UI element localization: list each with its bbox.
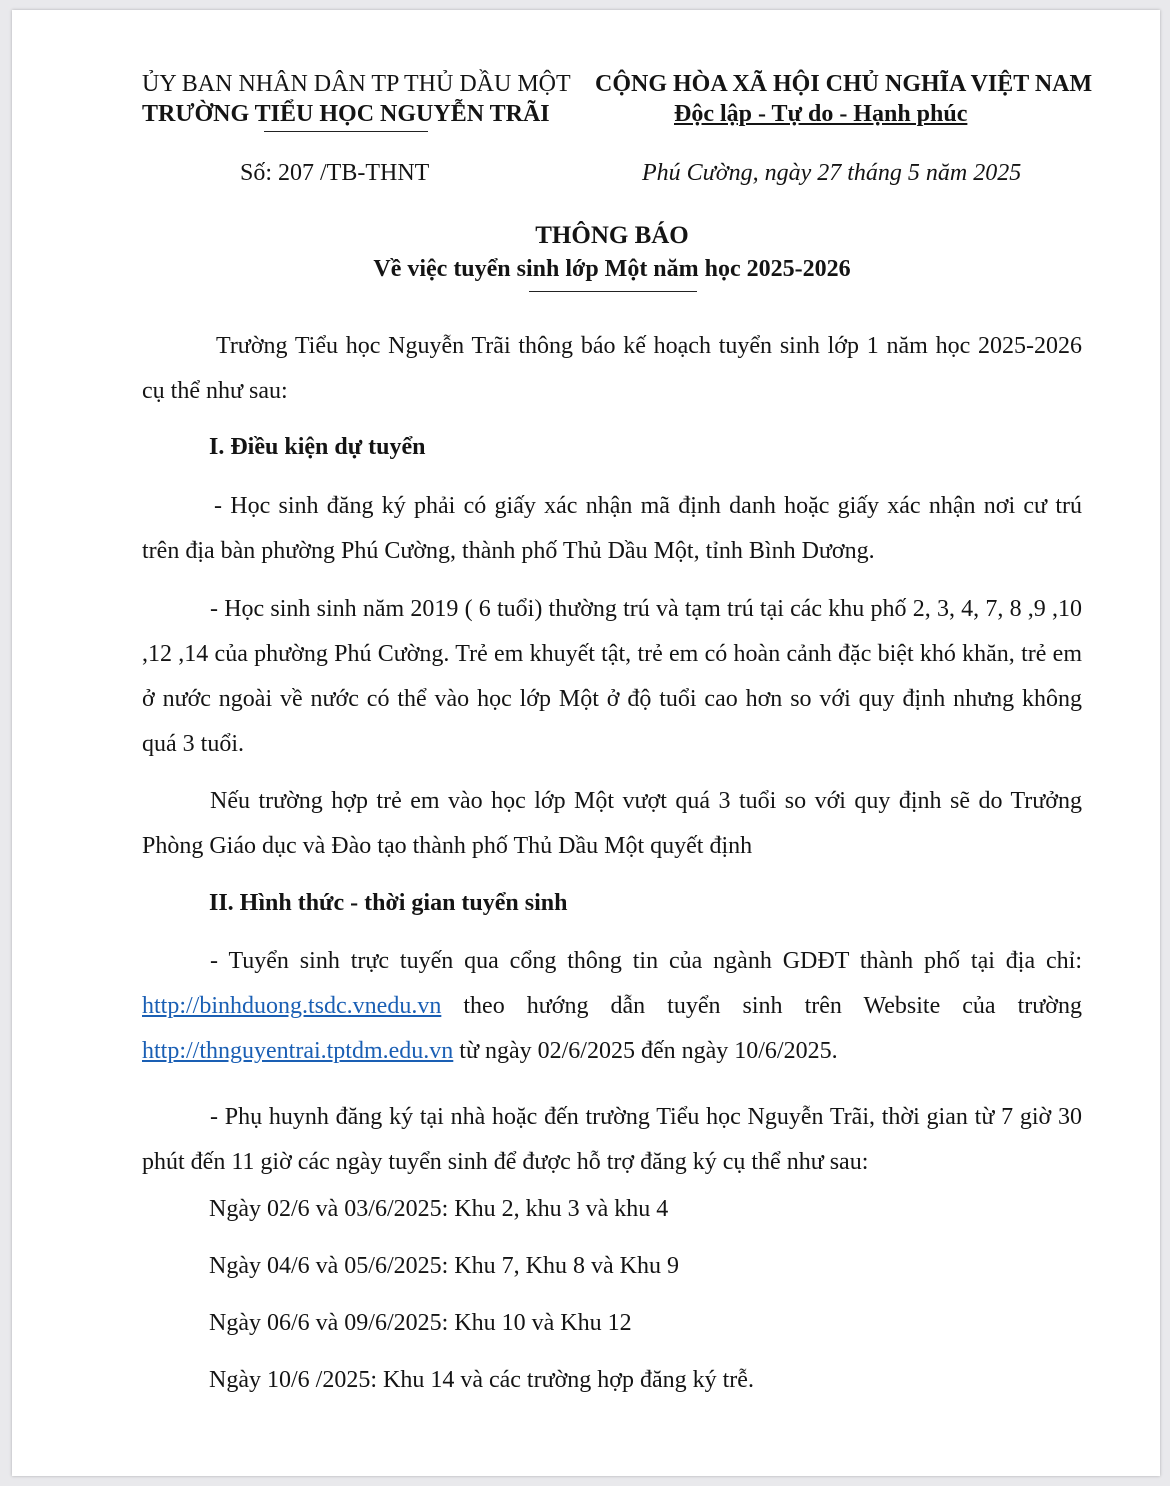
section-2-paragraph-2: - Phụ huynh đăng ký tại nhà hoặc đến trường Tiểu học Nguyễn Trãi, thời gian từ 7 giờ 30 phút đến 11 giờ các ngày tuyển sinh để được hỗ trợ đăng ký cụ thể như sau:: [142, 1104, 1082, 1175]
country-name: CỘNG HÒA XÃ HỘI CHỦ NGHĨA VIỆT NAM: [595, 71, 1093, 97]
section-2-heading: II. Hình thức - thời gian tuyển sinh: [209, 890, 568, 916]
subject-underline: [529, 291, 697, 292]
section-1-heading: I. Điều kiện dự tuyển: [209, 434, 426, 460]
admission-portal-link[interactable]: http://binhduong.tsdc.vnedu.vn: [142, 993, 442, 1019]
schedule-item: Ngày 04/6 và 05/6/2025: Khu 7, Khu 8 và Khu 9: [209, 1253, 679, 1279]
document-number: Số: 207 /TB-THNT: [240, 160, 430, 186]
national-motto: Độc lập - Tự do - Hạnh phúc: [674, 101, 968, 127]
school-name-underline: [264, 131, 428, 132]
document-page: [12, 10, 1160, 1476]
schedule-item: Ngày 02/6 và 03/6/2025: Khu 2, khu 3 và khu 4: [209, 1196, 669, 1222]
schedule-item: Ngày 06/6 và 09/6/2025: Khu 10 và Khu 12: [209, 1310, 632, 1336]
authority-name: ỦY BAN NHÂN DÂN TP THỦ DẦU MỘT: [142, 71, 571, 97]
website-guide-text: theo hướng dẫn tuyển sinh trên Website của trường: [441, 993, 1082, 1019]
section-2-paragraph-1: [142, 939, 1082, 1074]
schedule-item: Ngày 10/6 /2025: Khu 14 và các trường hợp đăng ký trễ.: [209, 1367, 754, 1393]
notice-subject: Về việc tuyển sinh lớp Một năm học 2025-2026: [373, 256, 851, 282]
online-admission-text: - Tuyển sinh trực tuyến qua cổng thông tin của ngành GDĐT thành phố tại địa chỉ:: [210, 948, 1082, 974]
section-1-paragraph-1: - Học sinh đăng ký phải có giấy xác nhận mã định danh hoặc giấy xác nhận nơi cư trú trên địa bàn phường Phú Cường, thành phố Thủ Dầu Một, tỉnh Bình Dương.: [142, 493, 1082, 564]
admission-period-text: từ ngày 02/6/2025 đến ngày 10/6/2025.: [453, 1038, 838, 1064]
notice-title: THÔNG BÁO: [535, 222, 689, 249]
intro-paragraph: Trường Tiểu học Nguyễn Trãi thông báo kế hoạch tuyển sinh lớp 1 năm học 2025-2026 cụ thể như sau:: [142, 333, 1082, 404]
school-website-link[interactable]: http://thnguyentrai.tptdm.edu.vn: [142, 1038, 454, 1064]
school-name: TRƯỜNG TIỂU HỌC NGUYỄN TRÃI: [142, 101, 550, 127]
section-1-paragraph-2: - Học sinh sinh năm 2019 ( 6 tuổi) thường trú và tạm trú tại các khu phố 2, 3, 4, 7, 8 ,9 ,10 ,12 ,14 của phường Phú Cường. Trẻ em khuyết tật, trẻ em có hoàn cảnh đặc biệt khó khăn, trẻ em ở nước ngoài về nước có thể vào học lớp Một ở độ tuổi cao hơn so với quy định nhưng không quá 3 tuổi.: [142, 596, 1082, 757]
section-1-paragraph-3: Nếu trường hợp trẻ em vào học lớp Một vượt quá 3 tuổi so với quy định sẽ do Trưởng Phòng Giáo dục và Đào tạo thành phố Thủ Dầu Một quyết định: [142, 788, 1082, 859]
place-date: Phú Cường, ngày 27 tháng 5 năm 2025: [642, 160, 1022, 186]
